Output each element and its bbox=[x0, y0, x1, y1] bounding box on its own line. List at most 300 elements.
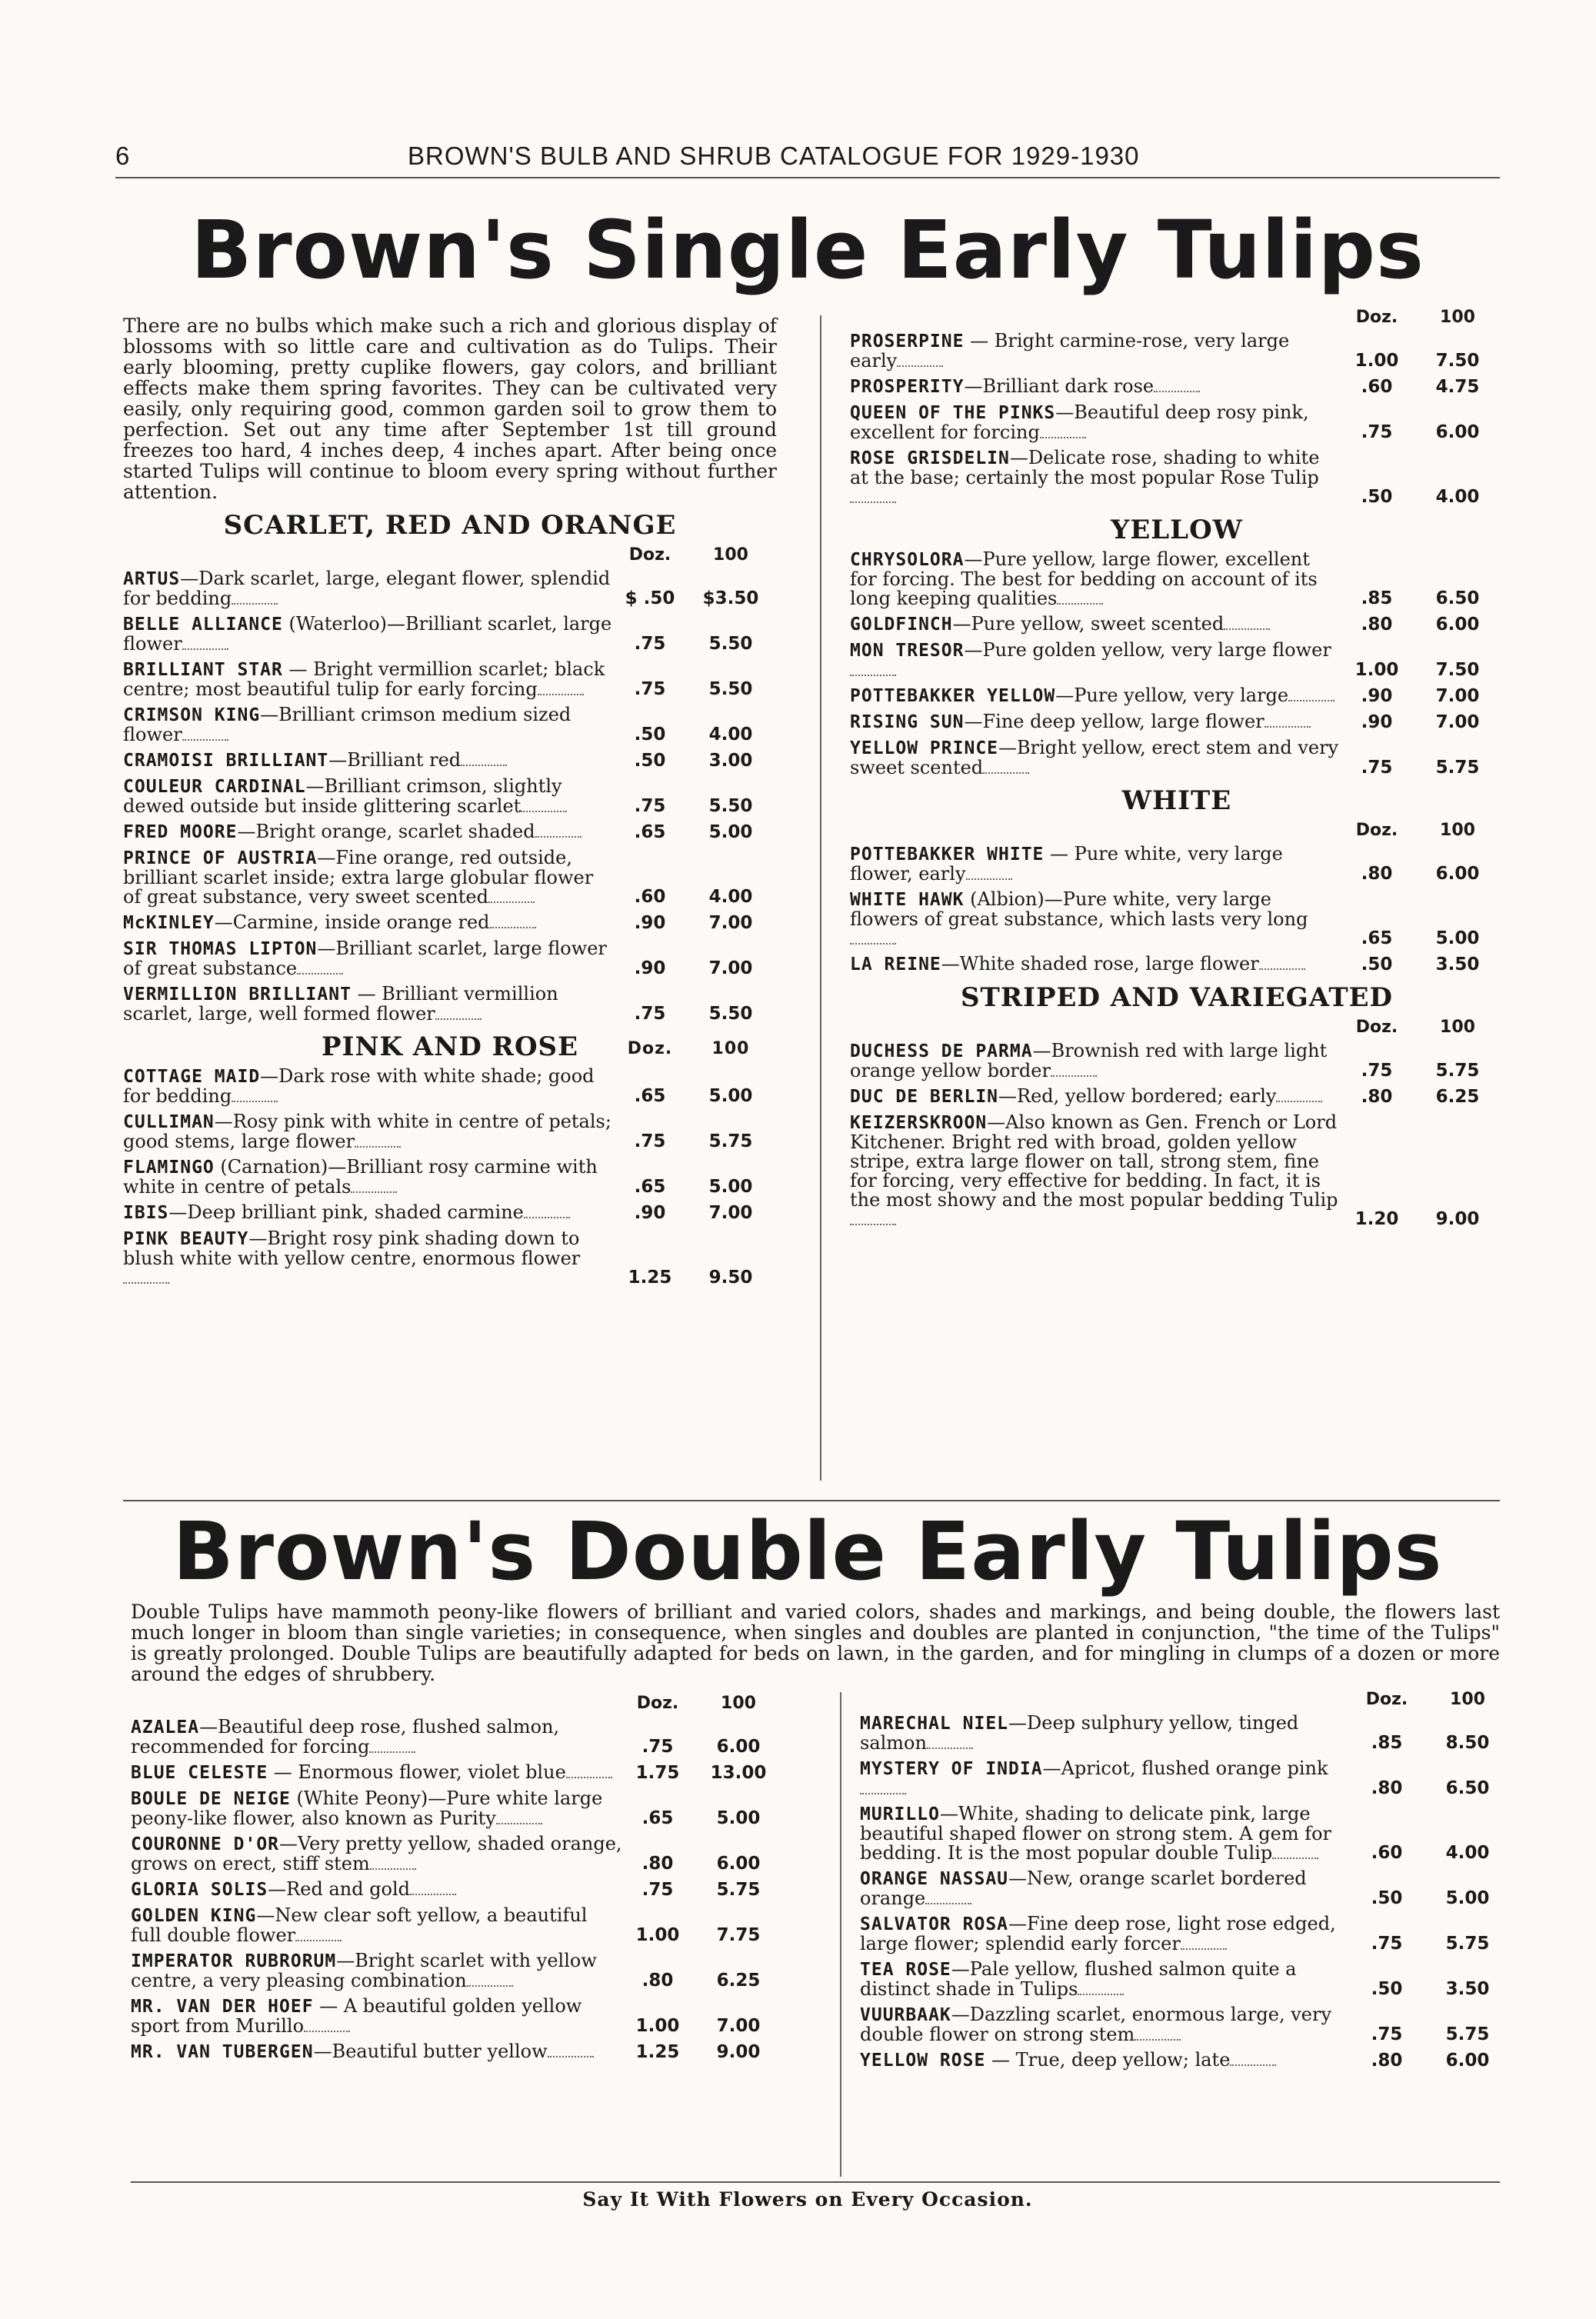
catalogue-entry bbox=[850, 686, 1504, 706]
variety-name: GOLDFINCH bbox=[850, 615, 953, 635]
price-dozen: .75 bbox=[1361, 422, 1393, 442]
catalogue-entry bbox=[123, 1158, 777, 1197]
variety-description: —Pure golden yellow, very large flower bbox=[964, 639, 1331, 661]
single-section-title: Brown's Single Early Tulips bbox=[191, 203, 1424, 297]
variety-name: VERMILLION BRILLIANT bbox=[123, 985, 352, 1005]
price-hundred: 6.00 bbox=[716, 1854, 761, 1874]
white-list bbox=[850, 845, 1504, 975]
leader-dots bbox=[351, 1188, 397, 1193]
yellow-list bbox=[850, 550, 1504, 778]
price-dozen: .80 bbox=[1371, 2051, 1403, 2071]
catalogue-entry bbox=[860, 1804, 1514, 1863]
catalogue-entry bbox=[860, 1960, 1514, 1999]
variety-description: —Also known as Gen. French or Lord Kitchener. Bright red with broad, golden yellow stripe, extra large flower on tall, strong stem, fine for forcing, very effective for bedding. In fact, it is the most showy and the most popular bedding Tulip bbox=[850, 1111, 1338, 1211]
catalogue-entry bbox=[850, 1087, 1504, 1107]
price-dozen: .50 bbox=[1371, 1979, 1403, 1999]
column-divider bbox=[820, 315, 821, 1481]
variety-description: —Brilliant red bbox=[328, 749, 461, 771]
price-hundred: 13.00 bbox=[710, 1763, 767, 1783]
variety-description: —White shaded rose, large flower bbox=[941, 953, 1259, 975]
variety-description: —White, shading to delicate pink, large beautiful shaped flower on strong stem. A gem for bedding. It is the most popular double Tulip bbox=[860, 1803, 1332, 1864]
catalogue-entry bbox=[123, 822, 777, 842]
catalogue-entry bbox=[123, 705, 777, 745]
leader-dots bbox=[1259, 965, 1305, 970]
leader-dots bbox=[1230, 2061, 1276, 2066]
variety-name: SIR THOMAS LIPTON bbox=[123, 939, 318, 959]
catalogue-entry bbox=[131, 1951, 785, 1991]
variety-name: BELLE ALLIANCE bbox=[123, 615, 283, 635]
variety-name: MR. VAN DER HOEF bbox=[131, 1997, 314, 2017]
variety-name: McKINLEY bbox=[123, 913, 215, 933]
variety-description: — A beautiful golden yellow sport from Murillo bbox=[131, 1995, 582, 2037]
scarlet-list bbox=[123, 569, 777, 1024]
column-divider bbox=[840, 1692, 841, 2177]
price-dozen: 1.75 bbox=[635, 1763, 680, 1783]
price-hundred: 6.00 bbox=[1435, 422, 1480, 442]
variety-description: —Brilliant crimson medium sized flower bbox=[123, 704, 571, 745]
leader-dots bbox=[496, 1820, 542, 1824]
double-left-list bbox=[131, 1718, 785, 2062]
variety-description: —Dark scarlet, large, elegant flower, splendid for bedding bbox=[123, 568, 611, 609]
price-hundred: 4.00 bbox=[1435, 487, 1480, 507]
catalogue-entry bbox=[850, 448, 1504, 507]
price-dozen: .80 bbox=[641, 1971, 674, 1991]
leader-dots bbox=[182, 645, 228, 650]
variety-name: COURONNE D'OR bbox=[131, 1834, 280, 1854]
price-dozen: .60 bbox=[634, 887, 666, 907]
leader-dots bbox=[927, 1744, 973, 1749]
price-dozen: 1.00 bbox=[1354, 660, 1399, 680]
price-dozen: 1.00 bbox=[635, 2016, 680, 2036]
price-dozen: .75 bbox=[1361, 1061, 1393, 1081]
leader-dots bbox=[295, 1937, 342, 1941]
price-dozen: .65 bbox=[1361, 928, 1393, 948]
catalogue-entry bbox=[123, 569, 777, 608]
variety-description: — Bright carmine-rose, very large early bbox=[850, 330, 1290, 372]
variety-name: PRINCE OF AUSTRIA bbox=[123, 848, 318, 868]
catalogue-entry bbox=[850, 332, 1504, 371]
leader-dots bbox=[850, 671, 896, 676]
catalogue-entry bbox=[123, 1203, 777, 1223]
variety-description: —Deep sulphury yellow, tinged salmon bbox=[860, 1712, 1299, 1754]
variety-name: MURILLO bbox=[860, 1804, 940, 1824]
leader-dots bbox=[535, 833, 581, 838]
leader-dots bbox=[370, 1865, 416, 1870]
price-dozen: .75 bbox=[1361, 758, 1393, 778]
price-column-headers: Doz. 100 bbox=[1355, 1018, 1475, 1037]
variety-name: PROSPERITY bbox=[850, 377, 965, 397]
variety-description: (Waterloo)—Brilliant scarlet, large flower bbox=[123, 613, 612, 655]
price-dozen: .75 bbox=[634, 796, 666, 816]
variety-description: (Carnation)—Brilliant rosy carmine with white in centre of petals bbox=[123, 1156, 598, 1198]
price-hundred: 5.00 bbox=[708, 1177, 753, 1197]
price-dozen: .50 bbox=[1361, 487, 1393, 507]
leader-dots bbox=[850, 940, 896, 945]
catalogue-entry bbox=[860, 1759, 1514, 1798]
variety-name: CHRYSOLORA bbox=[850, 550, 965, 570]
price-hundred: 4.00 bbox=[1445, 1843, 1490, 1863]
variety-name: CULLIMAN bbox=[123, 1112, 215, 1132]
variety-name: BOULE DE NEIGE bbox=[131, 1789, 291, 1809]
price-hundred: 6.00 bbox=[716, 1737, 761, 1757]
leader-dots bbox=[467, 1982, 513, 1987]
variety-name: ROSE GRISDELIN bbox=[850, 448, 1010, 468]
catalogue-entry bbox=[131, 1997, 785, 2036]
leader-dots bbox=[1051, 1072, 1097, 1077]
price-dozen: .50 bbox=[1371, 1888, 1403, 1908]
price-hundred: 9.00 bbox=[1435, 1209, 1480, 1229]
price-dozen: .65 bbox=[634, 1086, 666, 1106]
leader-dots bbox=[1181, 1945, 1227, 1950]
catalogue-entry bbox=[123, 985, 777, 1024]
price-hundred: 4.00 bbox=[708, 887, 753, 907]
price-dozen: .80 bbox=[1361, 1087, 1393, 1107]
price-dozen: .75 bbox=[634, 1131, 666, 1151]
price-dozen: .90 bbox=[634, 1203, 666, 1223]
variety-description: — Bright vermillion scarlet; black centre; most beautiful tulip for early forcing bbox=[123, 658, 605, 700]
running-head bbox=[115, 137, 1500, 178]
variety-name: DUC DE BERLIN bbox=[850, 1087, 999, 1107]
price-hundred: 7.50 bbox=[1435, 660, 1480, 680]
price-dozen: .75 bbox=[1371, 1934, 1403, 1954]
leader-dots bbox=[983, 769, 1029, 774]
catalogue-entry bbox=[131, 2042, 785, 2062]
leader-dots bbox=[297, 970, 343, 975]
leader-dots bbox=[461, 761, 507, 766]
catalogue-entry bbox=[131, 1789, 785, 1828]
price-hundred: 5.50 bbox=[708, 679, 753, 699]
catalogue-entry bbox=[123, 1229, 777, 1288]
price-hundred: $3.50 bbox=[702, 588, 759, 608]
leader-dots bbox=[850, 1221, 896, 1225]
variety-name: KEIZERSKROON bbox=[850, 1113, 988, 1133]
price-hundred: 5.75 bbox=[1435, 758, 1480, 778]
catalogue-entry bbox=[860, 1714, 1514, 1753]
leader-dots bbox=[521, 808, 567, 812]
leader-dots bbox=[488, 898, 535, 903]
price-dozen: .85 bbox=[1361, 588, 1393, 608]
price-dozen: .75 bbox=[634, 1004, 666, 1024]
variety-description: —Fine orange, red outside, brilliant scarlet inside; extra large globular flower of great substance, very sweet scented bbox=[123, 847, 594, 908]
price-dozen: .60 bbox=[1371, 1843, 1403, 1863]
variety-name: AZALEA bbox=[131, 1718, 200, 1738]
price-dozen: $ .50 bbox=[625, 588, 675, 608]
variety-description: —Bright yellow, erect stem and very sweet scented bbox=[850, 737, 1339, 778]
price-hundred: 5.75 bbox=[708, 1131, 753, 1151]
variety-description: — Pure white, very large flower, early bbox=[850, 843, 1283, 885]
variety-name: SALVATOR ROSA bbox=[860, 1914, 1009, 1934]
variety-description: —New, orange scarlet bordered orange bbox=[860, 1868, 1307, 1909]
variety-description: —Brilliant crimson, slightly dewed outside but inside glittering scarlet bbox=[123, 775, 562, 817]
price-hundred: 5.00 bbox=[1445, 1888, 1490, 1908]
variety-name: FLAMINGO bbox=[123, 1158, 215, 1178]
catalogue-entry bbox=[123, 1112, 777, 1151]
price-column-headers: Doz. 100 bbox=[1355, 821, 1475, 840]
variety-name: YELLOW ROSE bbox=[860, 2051, 986, 2071]
leader-dots bbox=[1264, 723, 1311, 728]
variety-description: (White Peony)—Pure white large peony-like flower, also known as Purity bbox=[131, 1788, 603, 1829]
catalogue-entry bbox=[860, 1914, 1514, 1954]
variety-name: IBIS bbox=[123, 1203, 169, 1223]
variety-name: IMPERATOR RUBRORUM bbox=[131, 1951, 337, 1971]
price-hundred: 3.00 bbox=[708, 751, 753, 771]
price-dozen: 1.25 bbox=[635, 2042, 680, 2062]
double-right-list bbox=[860, 1714, 1514, 2071]
variety-name: GLORIA SOLIS bbox=[131, 1880, 268, 1900]
leader-dots bbox=[232, 1098, 278, 1102]
variety-description: —Apricot, flushed orange pink bbox=[1042, 1758, 1328, 1779]
catalogue-entry bbox=[850, 377, 1504, 397]
price-dozen: .75 bbox=[1371, 2024, 1403, 2044]
variety-name: MARECHAL NIEL bbox=[860, 1714, 1009, 1734]
catalogue-entry bbox=[850, 641, 1504, 680]
leader-dots bbox=[410, 1891, 456, 1895]
catalogue-entry bbox=[123, 777, 777, 816]
variety-description: —Rosy pink with white in centre of petals; good stems, large flower bbox=[123, 1111, 611, 1152]
price-hundred: 5.75 bbox=[1445, 1934, 1490, 1954]
catalogue-entry bbox=[860, 2051, 1514, 2071]
catalogue-entry bbox=[860, 1869, 1514, 1908]
variety-description: —Carmine, inside orange red bbox=[214, 911, 490, 933]
leader-dots bbox=[897, 362, 943, 367]
variety-description: —Red, yellow bordered; early bbox=[998, 1085, 1277, 1107]
price-hundred: 7.75 bbox=[716, 1925, 761, 1945]
price-hundred: 6.50 bbox=[1435, 588, 1480, 608]
price-dozen: 1.25 bbox=[628, 1268, 672, 1288]
pink-list bbox=[123, 1067, 777, 1288]
variety-description: —Fine deep rose, light rose edged, large flower; splendid early forcer bbox=[860, 1913, 1336, 1954]
variety-name: BLUE CELESTE bbox=[131, 1763, 268, 1783]
leader-dots bbox=[435, 1015, 481, 1020]
leader-dots bbox=[524, 1214, 570, 1218]
variety-name: GOLDEN KING bbox=[131, 1906, 257, 1926]
price-column-headers: Doz. 100 bbox=[1355, 308, 1475, 327]
price-hundred: 6.50 bbox=[1445, 1778, 1490, 1798]
variety-description: —Bright rosy pink shading down to blush white with yellow centre, enormous flower bbox=[123, 1228, 581, 1269]
price-hundred: 9.00 bbox=[716, 2042, 761, 2062]
leader-dots bbox=[566, 1774, 612, 1778]
price-dozen: .75 bbox=[641, 1880, 674, 1900]
variety-name: WHITE HAWK bbox=[850, 890, 965, 910]
variety-name: QUEEN OF THE PINKS bbox=[850, 403, 1056, 423]
variety-name: LA REINE bbox=[850, 955, 941, 975]
variety-description: —Dazzling scarlet, enormous large, very double flower on strong stem bbox=[860, 2004, 1332, 2045]
price-hundred: 4.00 bbox=[708, 725, 753, 745]
variety-description: —Pure yellow, large flower, excellent for forcing. The best for bedding on account of its long keeping qualities bbox=[850, 548, 1318, 609]
price-hundred: 3.50 bbox=[1445, 1979, 1490, 1999]
leader-dots bbox=[1272, 1854, 1318, 1859]
catalogue-entry bbox=[131, 1906, 785, 1945]
double-left-column bbox=[131, 1692, 785, 2068]
catalogue-entry bbox=[131, 1718, 785, 1757]
catalogue-entry bbox=[850, 845, 1504, 884]
variety-name: YELLOW PRINCE bbox=[850, 738, 999, 758]
price-dozen: .90 bbox=[634, 958, 666, 978]
leader-dots bbox=[369, 1748, 415, 1753]
leader-dots bbox=[850, 498, 896, 503]
single-intro: There are no bulbs which make such a rich and glorious display of blossoms with so little care and cultivation as do Tulips. Their early blooming, pretty cuplike flowers, gay colors, and brilliant effects make them spring favorites. They can be cultivated very easily, only requiring good, common garden soil to grow them to perfection. Set out any time after September 1st till ground freezes too hard, 4 inches deep, 4 inches apart. After being once started Tulips will continue to bloom every spring without further attention. bbox=[123, 315, 777, 503]
catalogue-entry bbox=[123, 660, 777, 699]
leader-dots bbox=[860, 1790, 906, 1794]
variety-description: —Pure yellow, very large bbox=[1055, 685, 1289, 706]
catalogue-entry bbox=[860, 2005, 1514, 2044]
price-dozen: .50 bbox=[634, 725, 666, 745]
variety-name: PROSERPINE bbox=[850, 332, 965, 352]
price-dozen: .50 bbox=[634, 751, 666, 771]
striped-list bbox=[850, 1041, 1504, 1229]
price-hundred: 5.50 bbox=[708, 1004, 753, 1024]
leader-dots bbox=[490, 924, 536, 928]
variety-description: —Bright orange, scarlet shaded bbox=[237, 821, 535, 842]
leader-dots bbox=[1135, 2036, 1181, 2041]
variety-name: MR. VAN TUBERGEN bbox=[131, 2042, 314, 2062]
variety-description: —Red and gold bbox=[268, 1878, 411, 1900]
variety-description: —Beautiful butter yellow bbox=[313, 2041, 548, 2062]
pink-heading: PINK AND ROSE Doz. 100 bbox=[321, 1031, 750, 1062]
price-hundred: 7.00 bbox=[716, 2016, 761, 2036]
variety-description: —Fine deep yellow, large flower bbox=[964, 711, 1264, 732]
catalogue-entry bbox=[850, 890, 1504, 948]
variety-description: — Brilliant vermillion scarlet, large, well formed flower bbox=[123, 983, 558, 1025]
price-hundred: 5.50 bbox=[708, 796, 753, 816]
leader-dots bbox=[232, 600, 278, 605]
variety-description: — Enormous flower, violet blue bbox=[268, 1761, 566, 1783]
price-hundred: 6.00 bbox=[1445, 2051, 1490, 2071]
price-hundred: 5.00 bbox=[708, 1086, 753, 1106]
price-dozen: .85 bbox=[1371, 1733, 1403, 1753]
footer-rule bbox=[131, 2181, 1500, 2183]
variety-description: —Brilliant scarlet, large flower of great substance bbox=[123, 938, 607, 979]
variety-name: FRED MOORE bbox=[123, 822, 238, 842]
price-dozen: .75 bbox=[641, 1737, 674, 1757]
price-hundred: 8.50 bbox=[1445, 1733, 1490, 1753]
price-hundred: 6.00 bbox=[1435, 864, 1480, 884]
catalogue-entry bbox=[131, 1834, 785, 1874]
variety-name: ARTUS bbox=[123, 569, 181, 589]
price-hundred: 6.00 bbox=[1435, 615, 1480, 635]
price-dozen: .80 bbox=[641, 1854, 674, 1874]
variety-description: —Dark rose with white shade; good for bedding bbox=[123, 1065, 595, 1107]
variety-description: (Albion)—Pure white, very large flowers of great substance, which lasts very long bbox=[850, 888, 1308, 930]
catalogue-entry bbox=[850, 1113, 1504, 1229]
price-hundred: 5.75 bbox=[1435, 1061, 1480, 1081]
price-hundred: 5.00 bbox=[708, 822, 753, 842]
variety-name: DUCHESS DE PARMA bbox=[850, 1041, 1033, 1061]
variety-name: VUURBAAK bbox=[860, 2005, 951, 2025]
price-dozen: .75 bbox=[634, 679, 666, 699]
leader-dots bbox=[123, 1279, 169, 1284]
leader-dots bbox=[1224, 625, 1270, 630]
price-dozen: .50 bbox=[1361, 955, 1393, 975]
price-hundred: 6.25 bbox=[1435, 1087, 1480, 1107]
price-dozen: 1.20 bbox=[1354, 1209, 1399, 1229]
white-heading: WHITE bbox=[1121, 785, 1232, 816]
variety-description: —Delicate rose, shading to white at the base; certainly the most popular Rose Tulip bbox=[850, 447, 1320, 488]
footer-slogan: Say It With Flowers on Every Occasion. bbox=[582, 2188, 1033, 2211]
price-dozen: .65 bbox=[634, 822, 666, 842]
variety-name: MON TRESOR bbox=[850, 641, 965, 661]
price-dozen: .90 bbox=[634, 913, 666, 933]
price-hundred: 7.00 bbox=[708, 1203, 753, 1223]
price-dozen: 1.00 bbox=[1354, 351, 1399, 371]
section-divider bbox=[123, 1500, 1500, 1501]
price-hundred: 6.25 bbox=[716, 1971, 761, 1991]
price-hundred: 7.00 bbox=[1435, 712, 1480, 732]
price-dozen: .80 bbox=[1361, 615, 1393, 635]
price-column-headers: Doz. 100 bbox=[636, 1694, 756, 1713]
price-dozen: .90 bbox=[1361, 686, 1393, 706]
rose-list bbox=[850, 332, 1504, 507]
catalogue-entry bbox=[850, 403, 1504, 442]
variety-description: —Beautiful deep rosy pink, excellent for forcing bbox=[850, 401, 1309, 443]
catalogue-entry bbox=[123, 848, 777, 907]
leader-dots bbox=[1276, 1098, 1322, 1102]
scarlet-heading: SCARLET, RED AND ORANGE bbox=[223, 510, 677, 541]
variety-description: —Bright scarlet with yellow centre, a very pleasing combination bbox=[131, 1950, 597, 1991]
price-hundred: 4.75 bbox=[1435, 377, 1480, 397]
leader-dots bbox=[548, 2053, 594, 2057]
page-number: 6 bbox=[115, 142, 131, 170]
variety-name: TEA ROSE bbox=[860, 1960, 951, 1980]
catalogue-entry bbox=[123, 939, 777, 978]
leader-dots bbox=[355, 1143, 401, 1148]
variety-name: POTTEBAKKER YELLOW bbox=[850, 686, 1056, 706]
variety-description: —New clear soft yellow, a beautiful full double flower bbox=[131, 1904, 588, 1946]
catalogue-title: BROWN'S BULB AND SHRUB CATALOGUE FOR 1929-1930 bbox=[408, 142, 1140, 170]
variety-description: —Brownish red with large light orange yellow border bbox=[850, 1040, 1328, 1081]
single-right-column bbox=[850, 306, 1504, 1235]
price-dozen: .65 bbox=[641, 1808, 674, 1828]
leader-dots bbox=[1040, 434, 1086, 438]
price-column-headers: Doz. 100 bbox=[1365, 1690, 1485, 1709]
catalogue-entry bbox=[131, 1880, 785, 1900]
variety-description: —Pale yellow, flushed salmon quite a distinct shade in Tulips bbox=[860, 1958, 1297, 2000]
variety-description: — True, deep yellow; late bbox=[985, 2049, 1231, 2071]
leader-dots bbox=[1078, 1991, 1124, 1995]
variety-name: PINK BEAUTY bbox=[123, 1229, 249, 1249]
price-column-headers: Doz. 100 bbox=[628, 545, 748, 565]
leader-dots bbox=[538, 691, 584, 695]
price-hundred: 7.00 bbox=[708, 913, 753, 933]
variety-name: CRAMOISI BRILLIANT bbox=[123, 751, 329, 771]
variety-description: —Pure yellow, sweet scented bbox=[952, 613, 1224, 635]
leader-dots bbox=[925, 1900, 971, 1904]
price-hundred: 7.00 bbox=[708, 958, 753, 978]
price-hundred: 7.50 bbox=[1435, 351, 1480, 371]
variety-description: —Very pretty yellow, shaded orange, grows on erect, stiff stem bbox=[131, 1833, 622, 1874]
leader-dots bbox=[182, 736, 228, 741]
price-hundred: 5.00 bbox=[716, 1808, 761, 1828]
leader-dots bbox=[1154, 388, 1200, 392]
catalogue-entry bbox=[123, 751, 777, 771]
leader-dots bbox=[966, 875, 1012, 880]
variety-name: CRIMSON KING bbox=[123, 705, 261, 725]
catalogue-entry bbox=[850, 615, 1504, 635]
double-intro: Double Tulips have mammoth peony-like flowers of brilliant and varied colors, shades and markings, and being double, the flowers last much longer in bloom than single varieties; in consequence, when singles and doubles are planted in conjunction, "the time of the Tulips" is greatly prolonged. Double Tulips are beautifully adapted for beds on lawn, in the garden, and for mingling in clumps of a dozen or more around the edges of shrubbery. bbox=[131, 1601, 1500, 1685]
yellow-heading: YELLOW bbox=[1111, 515, 1243, 545]
price-dozen: 1.00 bbox=[635, 1925, 680, 1945]
price-dozen: .80 bbox=[1371, 1778, 1403, 1798]
catalogue-entry bbox=[123, 1067, 777, 1106]
striped-heading: STRIPED AND VARIEGATED bbox=[960, 982, 1394, 1013]
price-dozen: .60 bbox=[1361, 377, 1393, 397]
catalogue-entry bbox=[123, 913, 777, 933]
double-right-column bbox=[860, 1688, 1514, 2077]
price-dozen: .80 bbox=[1361, 864, 1393, 884]
variety-name: MYSTERY OF INDIA bbox=[860, 1759, 1043, 1779]
catalogue-entry bbox=[850, 955, 1504, 975]
catalogue-entry bbox=[131, 1763, 785, 1783]
